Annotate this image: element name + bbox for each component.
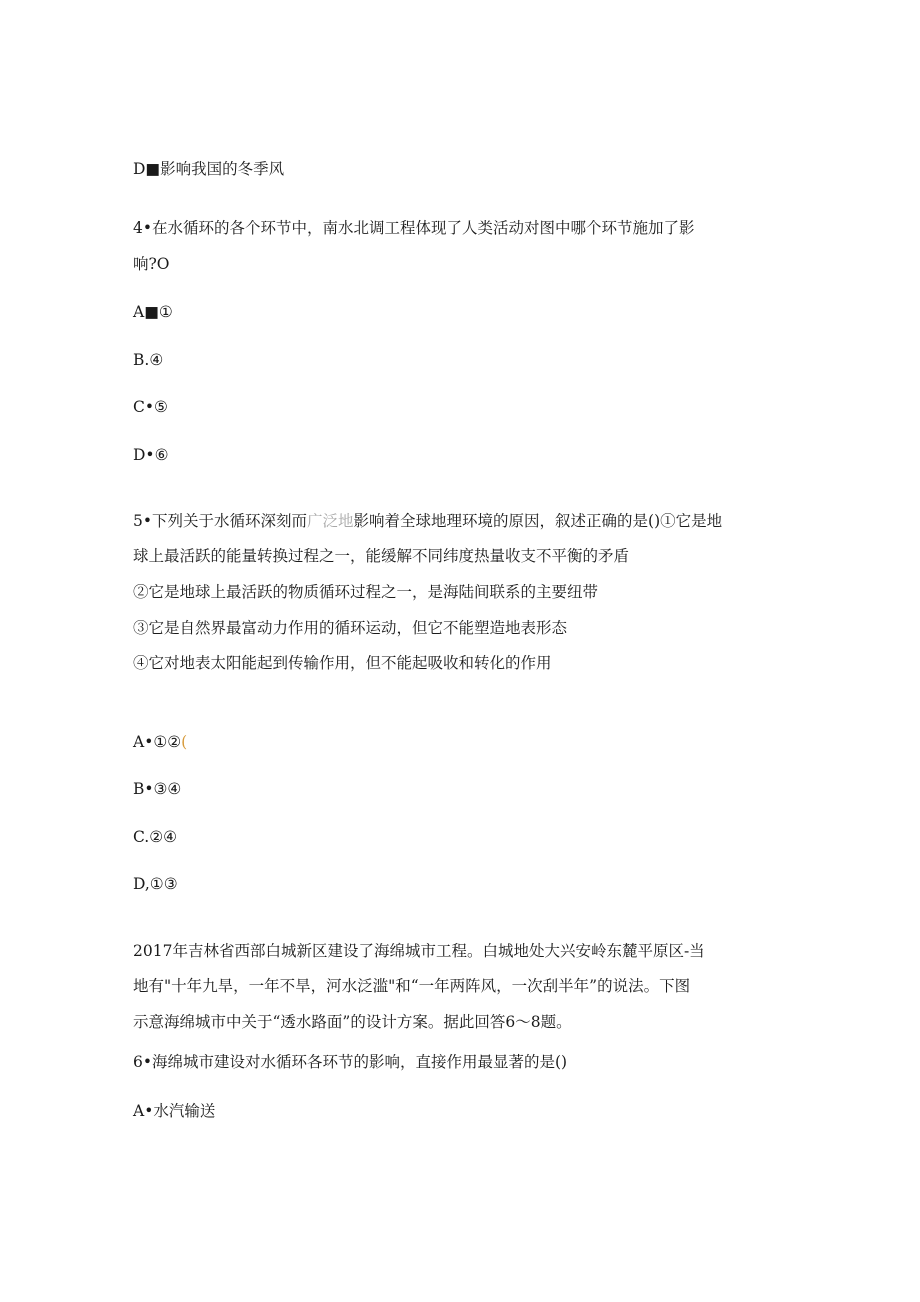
q6-option-a: A•水汽输送: [133, 1102, 216, 1120]
passage-line-3: 示意海绵城市中关于“透水路面”的设计方案。据此回答6～8题。: [133, 1013, 572, 1031]
q5-option-b: B•③④: [133, 780, 182, 798]
q5-statement-2: ②它是地球上最活跃的物质循环过程之一，是海陆间联系的主要纽带: [133, 583, 599, 601]
passage-line-2: 地有"十年九旱，一年不旱，河水泛滥"和“一年两阵风，一次刮半年”的说法。下图: [133, 977, 691, 995]
q5-option-a-text: A•①②: [133, 733, 182, 751]
q5-stem-text-end: 影响着全球地理环境的原因，叙述正确的是()①它是地: [353, 512, 723, 530]
q5-stem-line-1: [133, 511, 722, 531]
q5-stem-line-2: 球上最活跃的能量转换过程之一，能缓解不同纬度热量收支不平衡的矛盾: [133, 547, 630, 565]
q5-option-d: D,①③: [133, 875, 178, 893]
q5-stem-text-start: 5•下列关于水循环深刻而: [133, 512, 308, 530]
q4-stem-line-1: 4•在水循环的各个环节中，南水北调工程体现了人类活动对图中哪个环节施加了影: [133, 219, 695, 237]
passage-line-1: 2017年吉林省西部白城新区建设了海绵城市工程。白城地处大兴安岭东麓平原区-当: [133, 942, 705, 960]
q5-statement-3: ③它是自然界最富动力作用的循环运动，但它不能塑造地表形态: [133, 619, 568, 637]
q5-option-c: C.②④: [133, 828, 178, 846]
q4-option-d: D•⑥: [133, 446, 169, 464]
q5-option-a-mark: (: [181, 733, 188, 751]
q4-option-a: A■①: [133, 303, 173, 321]
q5-statement-4: ④它对地表太阳能起到传输作用，但不能起吸收和转化的作用: [133, 654, 552, 672]
q4-option-b: B.④: [133, 351, 164, 369]
q3-option-d: D■影响我国的冬季风: [133, 160, 285, 178]
q4-stem-line-2: 响?O: [133, 255, 170, 273]
q5-option-a: [133, 732, 187, 752]
q4-option-c: C•⑤: [133, 398, 168, 416]
q6-stem: 6•海绵城市建设对水循环各环节的影响，直接作用最显著的是(): [133, 1053, 568, 1071]
q5-stem-faint-text: 广泛地: [307, 512, 354, 530]
